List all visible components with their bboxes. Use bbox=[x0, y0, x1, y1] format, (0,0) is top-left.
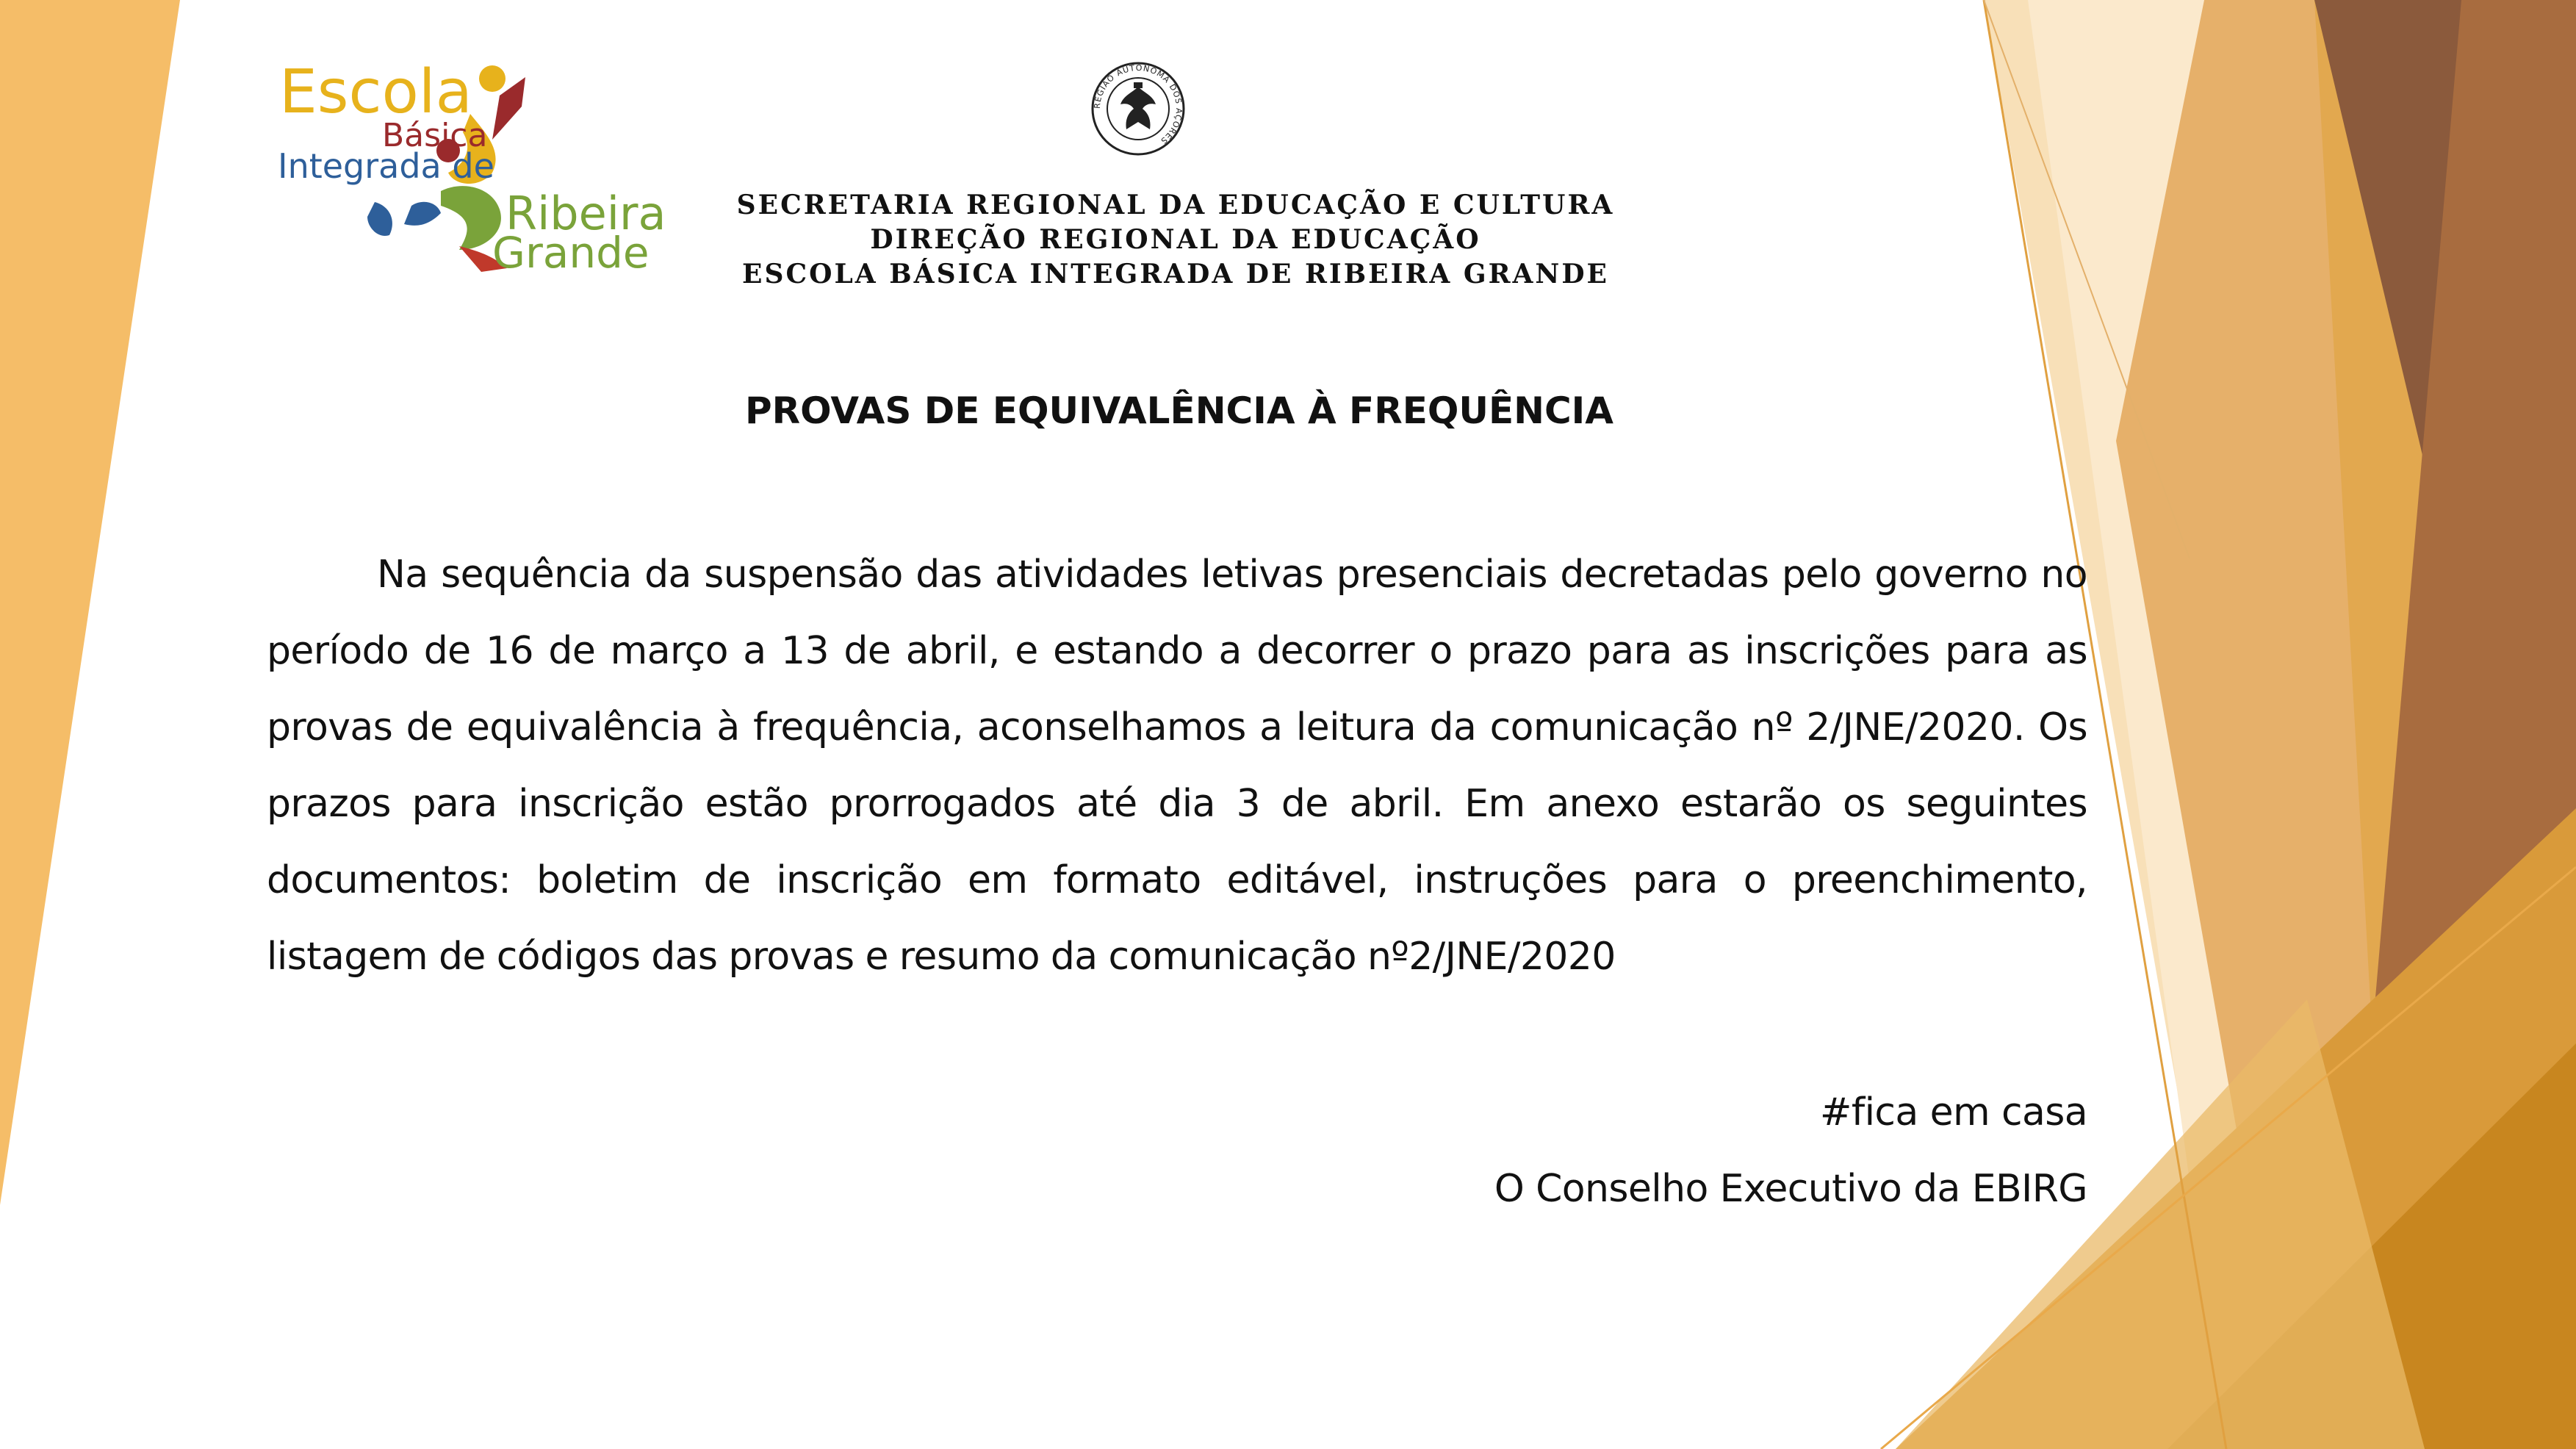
logo-text-escola: Escola bbox=[279, 57, 472, 127]
document-title: PROVAS DE EQUIVALÊNCIA À FREQUÊNCIA bbox=[745, 389, 1613, 432]
announcement-body: Na sequência da suspensão das atividades letivas presenciais decretadas pelo governo no período de 16 de março a 13 de abril, e estando a decorrer o prazo para as inscrições para as provas de equivalência à frequência, aconselhamos a leitura da comunicação nº 2/JNE/2020. Os prazos para inscrição estão prorrogados até dia 3 de abril. Em anexo estarão os seguintes documentos: boletim de inscrição em formato editável, instruções para o preenchimento, listagem de códigos das provas e resumo da comunicação nº2/JNE/2020 bbox=[267, 553, 2087, 979]
logo-text-integrada: Integrada de bbox=[278, 146, 494, 186]
signature: O Conselho Executivo da EBIRG bbox=[1494, 1167, 2087, 1211]
hashtag-fica-em-casa: #fica em casa bbox=[1819, 1090, 2087, 1135]
closing-block bbox=[1494, 1074, 2087, 1227]
header-secretaria: SECRETARIA REGIONAL DA EDUCAÇÃO E CULTURA bbox=[736, 190, 1615, 220]
institution-header bbox=[735, 188, 1616, 292]
logo-text-ribeira: Ribeira bbox=[506, 187, 666, 240]
left-amber-wedge bbox=[0, 0, 180, 1205]
seal-text: REGIÃO AUTÓNOMA DOS AÇORES bbox=[1092, 62, 1184, 146]
logo-text-grande: Grande bbox=[492, 228, 650, 278]
header-direcao: DIREÇÃO REGIONAL DA EDUCAÇÃO bbox=[870, 224, 1481, 255]
header-escola: ESCOLA BÁSICA INTEGRADA DE RIBEIRA GRANDE bbox=[742, 259, 1609, 290]
school-logo bbox=[272, 57, 666, 278]
azores-coat-of-arms-seal bbox=[1090, 60, 1187, 157]
logo-text-basica: Básica bbox=[382, 117, 488, 154]
